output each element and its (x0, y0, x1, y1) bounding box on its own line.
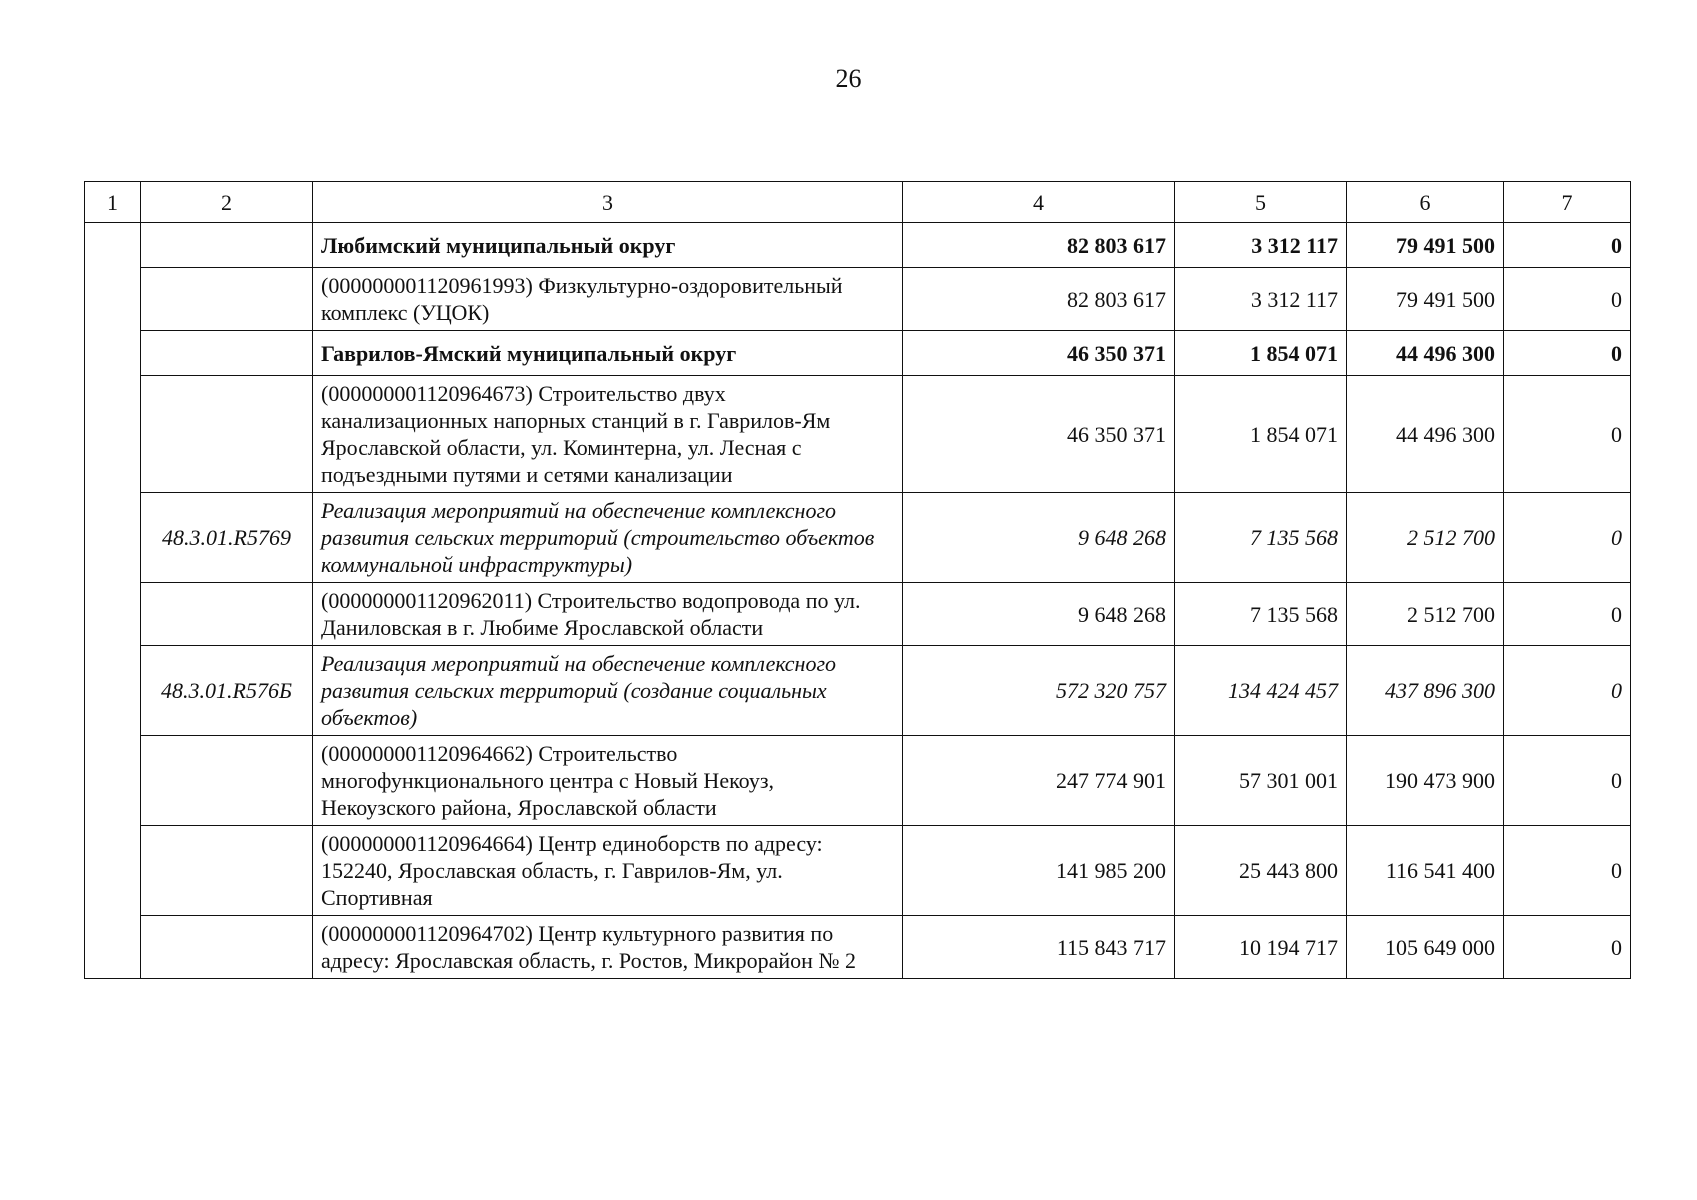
col7-cell: 0 (1504, 583, 1631, 646)
name-cell: (000000001120961993) Физкультурно-оздоровительный комплекс (УЦОК) (313, 268, 903, 331)
name-cell: Реализация мероприятий на обеспечение комплексного развития сельских территорий (строительство объектов коммунальной инфраструктуры) (313, 493, 903, 583)
col6-cell: 437 896 300 (1347, 646, 1504, 736)
code-cell: 48.3.01.R5769 (141, 493, 313, 583)
name-cell: (000000001120964662) Строительство многофункционального центра с Новый Некоуз, Некоузского района, Ярославской области (313, 736, 903, 826)
col4-cell: 46 350 371 (903, 331, 1175, 376)
table-row (85, 268, 1631, 331)
code-cell (141, 331, 313, 376)
col7-cell: 0 (1504, 493, 1631, 583)
col5-cell: 25 443 800 (1175, 826, 1347, 916)
col6-cell: 105 649 000 (1347, 916, 1504, 979)
col6-cell: 79 491 500 (1347, 223, 1504, 268)
merged-col-1-cell (85, 223, 141, 979)
col4-cell: 46 350 371 (903, 376, 1175, 493)
header-col-6: 6 (1347, 182, 1504, 223)
col4-cell: 9 648 268 (903, 493, 1175, 583)
header-col-5: 5 (1175, 182, 1347, 223)
table-row (85, 646, 1631, 736)
code-cell (141, 736, 313, 826)
table-row (85, 826, 1631, 916)
table-body (85, 223, 1631, 979)
name-cell: Любимский муниципальный округ (313, 223, 903, 268)
page-number: 26 (835, 64, 862, 93)
code-cell: 48.3.01.R576Б (141, 646, 313, 736)
col4-cell: 247 774 901 (903, 736, 1175, 826)
budget-table (84, 181, 1631, 979)
col7-cell: 0 (1504, 376, 1631, 493)
col5-cell: 1 854 071 (1175, 376, 1347, 493)
code-cell (141, 268, 313, 331)
col6-cell: 190 473 900 (1347, 736, 1504, 826)
col7-cell: 0 (1504, 223, 1631, 268)
table-row (85, 583, 1631, 646)
table-header (85, 182, 1631, 223)
col6-cell: 79 491 500 (1347, 268, 1504, 331)
col4-cell: 115 843 717 (903, 916, 1175, 979)
code-cell (141, 376, 313, 493)
table-row (85, 916, 1631, 979)
col7-cell: 0 (1504, 331, 1631, 376)
table-row (85, 223, 1631, 268)
code-cell (141, 916, 313, 979)
col5-cell: 3 312 117 (1175, 223, 1347, 268)
header-col-3: 3 (313, 182, 903, 223)
col7-cell: 0 (1504, 826, 1631, 916)
col4-cell: 141 985 200 (903, 826, 1175, 916)
code-cell (141, 583, 313, 646)
col6-cell: 2 512 700 (1347, 583, 1504, 646)
name-cell: (000000001120962011) Строительство водопровода по ул. Даниловская в г. Любиме Ярославской области (313, 583, 903, 646)
col6-cell: 116 541 400 (1347, 826, 1504, 916)
col6-cell: 44 496 300 (1347, 331, 1504, 376)
col5-cell: 7 135 568 (1175, 583, 1347, 646)
col6-cell: 2 512 700 (1347, 493, 1504, 583)
header-col-1: 1 (85, 182, 141, 223)
code-cell (141, 223, 313, 268)
col7-cell: 0 (1504, 916, 1631, 979)
col4-cell: 9 648 268 (903, 583, 1175, 646)
table-row (85, 331, 1631, 376)
name-cell: (000000001120964673) Строительство двух канализационных напорных станций в г. Гаврилов-Ям Ярославской области, ул. Коминтерна, ул. Лесная с подъездными путями и сетями канализации (313, 376, 903, 493)
col7-cell: 0 (1504, 736, 1631, 826)
col4-cell: 82 803 617 (903, 223, 1175, 268)
col5-cell: 3 312 117 (1175, 268, 1347, 331)
col7-cell: 0 (1504, 268, 1631, 331)
col4-cell: 82 803 617 (903, 268, 1175, 331)
code-cell (141, 826, 313, 916)
header-col-7: 7 (1504, 182, 1631, 223)
col5-cell: 1 854 071 (1175, 331, 1347, 376)
col7-cell: 0 (1504, 646, 1631, 736)
col5-cell: 7 135 568 (1175, 493, 1347, 583)
header-col-4: 4 (903, 182, 1175, 223)
header-row (85, 182, 1631, 223)
col5-cell: 57 301 001 (1175, 736, 1347, 826)
header-col-2: 2 (141, 182, 313, 223)
table-row (85, 376, 1631, 493)
table-row (85, 736, 1631, 826)
name-cell: Гаврилов-Ямский муниципальный округ (313, 331, 903, 376)
name-cell: (000000001120964702) Центр культурного развития по адресу: Ярославская область, г. Ростов, Микрорайон № 2 (313, 916, 903, 979)
name-cell: Реализация мероприятий на обеспечение комплексного развития сельских территорий (создание социальных объектов) (313, 646, 903, 736)
table-row (85, 493, 1631, 583)
col5-cell: 10 194 717 (1175, 916, 1347, 979)
col4-cell: 572 320 757 (903, 646, 1175, 736)
col6-cell: 44 496 300 (1347, 376, 1504, 493)
col5-cell: 134 424 457 (1175, 646, 1347, 736)
name-cell: (000000001120964664) Центр единоборств по адресу: 152240, Ярославская область, г. Гаврилов-Ям, ул. Спортивная (313, 826, 903, 916)
